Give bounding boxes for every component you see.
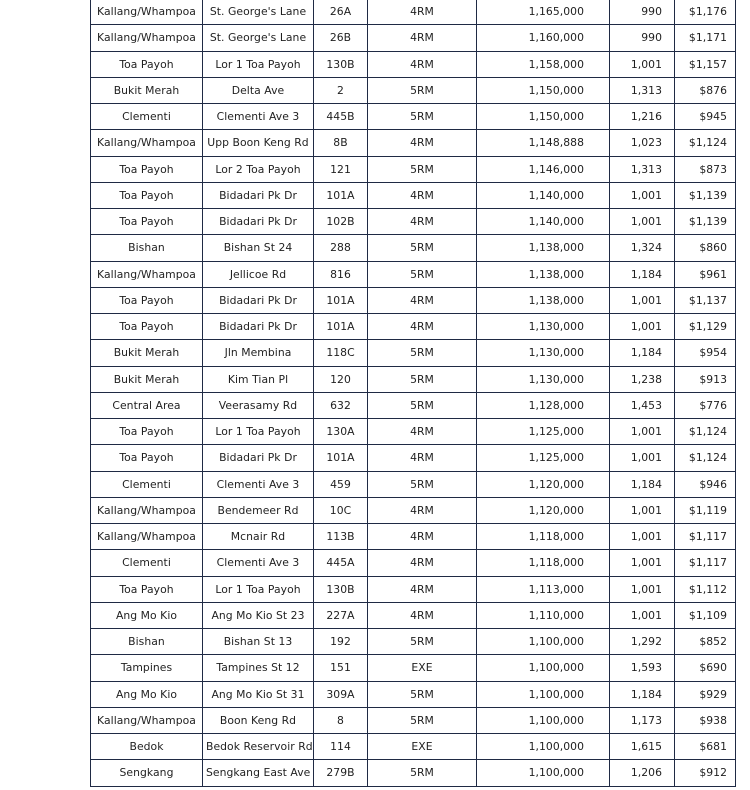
cell-type: 5RM — [368, 471, 477, 497]
cell-type: 5RM — [368, 760, 477, 786]
cell-block: 121 — [314, 156, 368, 182]
cell-price: 1,118,000 — [477, 524, 610, 550]
cell-area: 1,292 — [610, 629, 675, 655]
cell-psf: $929 — [675, 681, 736, 707]
cell-street: Upp Boon Keng Rd — [203, 130, 314, 156]
cell-town: Kallang/Whampoa — [91, 25, 203, 51]
table-row — [91, 471, 736, 497]
cell-street: Lor 2 Toa Payoh — [203, 156, 314, 182]
cell-type: 4RM — [368, 419, 477, 445]
cell-price: 1,100,000 — [477, 629, 610, 655]
cell-type: 5RM — [368, 156, 477, 182]
cell-psf: $1,109 — [675, 602, 736, 628]
cell-street: Bidadari Pk Dr — [203, 314, 314, 340]
cell-area: 1,001 — [610, 51, 675, 77]
table-row — [91, 576, 736, 602]
cell-price: 1,100,000 — [477, 707, 610, 733]
cell-price: 1,146,000 — [477, 156, 610, 182]
table-row — [91, 681, 736, 707]
cell-psf: $1,139 — [675, 182, 736, 208]
cell-street: Clementi Ave 3 — [203, 104, 314, 130]
cell-psf: $1,124 — [675, 130, 736, 156]
cell-psf: $1,139 — [675, 209, 736, 235]
cell-street: Ang Mo Kio St 23 — [203, 602, 314, 628]
cell-street: Lor 1 Toa Payoh — [203, 576, 314, 602]
cell-block: 309A — [314, 681, 368, 707]
cell-street: Kim Tian Pl — [203, 366, 314, 392]
cell-type: 4RM — [368, 602, 477, 628]
cell-block: 288 — [314, 235, 368, 261]
cell-block: 632 — [314, 392, 368, 418]
cell-area: 1,001 — [610, 209, 675, 235]
cell-town: Bukit Merah — [91, 340, 203, 366]
cell-block: 26A — [314, 0, 368, 25]
cell-psf: $860 — [675, 235, 736, 261]
cell-price: 1,148,888 — [477, 130, 610, 156]
cell-price: 1,120,000 — [477, 497, 610, 523]
cell-town: Clementi — [91, 104, 203, 130]
cell-block: 101A — [314, 287, 368, 313]
cell-block: 114 — [314, 734, 368, 760]
cell-block: 445B — [314, 104, 368, 130]
cell-town: Bishan — [91, 629, 203, 655]
cell-area: 1,001 — [610, 576, 675, 602]
cell-area: 1,001 — [610, 419, 675, 445]
cell-type: 4RM — [368, 130, 477, 156]
cell-street: St. George's Lane — [203, 25, 314, 51]
cell-psf: $1,117 — [675, 550, 736, 576]
table-row — [91, 760, 736, 786]
cell-area: 1,453 — [610, 392, 675, 418]
cell-price: 1,140,000 — [477, 182, 610, 208]
cell-type: 5RM — [368, 77, 477, 103]
cell-price: 1,160,000 — [477, 25, 610, 51]
cell-psf: $1,117 — [675, 524, 736, 550]
cell-type: 4RM — [368, 51, 477, 77]
cell-block: 130B — [314, 51, 368, 77]
cell-town: Kallang/Whampoa — [91, 261, 203, 287]
cell-town: Toa Payoh — [91, 445, 203, 471]
table-row — [91, 25, 736, 51]
cell-psf: $938 — [675, 707, 736, 733]
cell-block: 130A — [314, 419, 368, 445]
table-row — [91, 655, 736, 681]
table-row — [91, 445, 736, 471]
cell-psf: $945 — [675, 104, 736, 130]
cell-type: 4RM — [368, 209, 477, 235]
cell-type: 4RM — [368, 0, 477, 25]
cell-price: 1,125,000 — [477, 445, 610, 471]
cell-town: Toa Payoh — [91, 156, 203, 182]
cell-town: Bishan — [91, 235, 203, 261]
table-row — [91, 182, 736, 208]
cell-psf: $961 — [675, 261, 736, 287]
cell-psf: $1,157 — [675, 51, 736, 77]
cell-price: 1,138,000 — [477, 287, 610, 313]
cell-town: Toa Payoh — [91, 576, 203, 602]
cell-type: 4RM — [368, 524, 477, 550]
cell-block: 101A — [314, 182, 368, 208]
cell-price: 1,118,000 — [477, 550, 610, 576]
cell-price: 1,110,000 — [477, 602, 610, 628]
cell-type: 4RM — [368, 445, 477, 471]
cell-town: Clementi — [91, 471, 203, 497]
cell-town: Kallang/Whampoa — [91, 524, 203, 550]
table-row — [91, 51, 736, 77]
cell-price: 1,150,000 — [477, 77, 610, 103]
cell-price: 1,158,000 — [477, 51, 610, 77]
cell-town: Kallang/Whampoa — [91, 497, 203, 523]
cell-street: Tampines St 12 — [203, 655, 314, 681]
cell-area: 1,173 — [610, 707, 675, 733]
table-row — [91, 314, 736, 340]
cell-street: Ang Mo Kio St 31 — [203, 681, 314, 707]
cell-area: 1,001 — [610, 314, 675, 340]
cell-price: 1,130,000 — [477, 340, 610, 366]
table-row — [91, 497, 736, 523]
cell-town: Toa Payoh — [91, 209, 203, 235]
cell-type: 5RM — [368, 707, 477, 733]
cell-street: Boon Keng Rd — [203, 707, 314, 733]
cell-type: 5RM — [368, 681, 477, 707]
cell-town: Tampines — [91, 655, 203, 681]
cell-psf: $1,124 — [675, 419, 736, 445]
cell-block: 26B — [314, 25, 368, 51]
table-row — [91, 707, 736, 733]
cell-price: 1,150,000 — [477, 104, 610, 130]
table-row — [91, 209, 736, 235]
cell-area: 1,324 — [610, 235, 675, 261]
transactions-table — [90, 0, 736, 787]
cell-type: 5RM — [368, 104, 477, 130]
table-row — [91, 261, 736, 287]
cell-street: Bidadari Pk Dr — [203, 182, 314, 208]
cell-psf: $1,124 — [675, 445, 736, 471]
cell-type: 4RM — [368, 576, 477, 602]
cell-street: Veerasamy Rd — [203, 392, 314, 418]
cell-block: 102B — [314, 209, 368, 235]
cell-block: 8B — [314, 130, 368, 156]
cell-town: Toa Payoh — [91, 182, 203, 208]
cell-psf: $681 — [675, 734, 736, 760]
cell-type: 5RM — [368, 629, 477, 655]
table-row — [91, 130, 736, 156]
cell-street: Mcnair Rd — [203, 524, 314, 550]
cell-psf: $690 — [675, 655, 736, 681]
cell-psf: $876 — [675, 77, 736, 103]
cell-type: EXE — [368, 734, 477, 760]
cell-street: Clementi Ave 3 — [203, 550, 314, 576]
table-body — [91, 0, 736, 786]
table-row — [91, 602, 736, 628]
cell-block: 816 — [314, 261, 368, 287]
cell-area: 1,184 — [610, 261, 675, 287]
cell-psf: $873 — [675, 156, 736, 182]
cell-price: 1,138,000 — [477, 235, 610, 261]
table-row — [91, 392, 736, 418]
cell-town: Kallang/Whampoa — [91, 130, 203, 156]
cell-price: 1,113,000 — [477, 576, 610, 602]
cell-street: Bishan St 13 — [203, 629, 314, 655]
cell-psf: $1,129 — [675, 314, 736, 340]
cell-price: 1,128,000 — [477, 392, 610, 418]
cell-type: 4RM — [368, 314, 477, 340]
cell-price: 1,100,000 — [477, 760, 610, 786]
table-row — [91, 77, 736, 103]
cell-area: 1,001 — [610, 445, 675, 471]
cell-type: 4RM — [368, 550, 477, 576]
cell-town: Toa Payoh — [91, 314, 203, 340]
cell-area: 1,001 — [610, 287, 675, 313]
cell-town: Bukit Merah — [91, 77, 203, 103]
cell-block: 8 — [314, 707, 368, 733]
cell-area: 1,593 — [610, 655, 675, 681]
cell-block: 10C — [314, 497, 368, 523]
cell-town: Bedok — [91, 734, 203, 760]
cell-type: 4RM — [368, 25, 477, 51]
cell-psf: $852 — [675, 629, 736, 655]
cell-type: 5RM — [368, 261, 477, 287]
cell-price: 1,125,000 — [477, 419, 610, 445]
cell-price: 1,165,000 — [477, 0, 610, 25]
cell-psf: $1,171 — [675, 25, 736, 51]
cell-area: 1,001 — [610, 497, 675, 523]
cell-price: 1,130,000 — [477, 366, 610, 392]
cell-street: Delta Ave — [203, 77, 314, 103]
cell-block: 151 — [314, 655, 368, 681]
cell-block: 2 — [314, 77, 368, 103]
cell-type: EXE — [368, 655, 477, 681]
table-row — [91, 340, 736, 366]
cell-price: 1,100,000 — [477, 655, 610, 681]
cell-block: 130B — [314, 576, 368, 602]
cell-block: 118C — [314, 340, 368, 366]
cell-psf: $1,176 — [675, 0, 736, 25]
table-row — [91, 0, 736, 25]
cell-street: Bidadari Pk Dr — [203, 287, 314, 313]
cell-area: 1,023 — [610, 130, 675, 156]
cell-price: 1,130,000 — [477, 314, 610, 340]
cell-town: Ang Mo Kio — [91, 602, 203, 628]
table-row — [91, 156, 736, 182]
cell-street: Clementi Ave 3 — [203, 471, 314, 497]
cell-area: 1,184 — [610, 471, 675, 497]
cell-street: Lor 1 Toa Payoh — [203, 419, 314, 445]
cell-street: Bedok Reservoir Rd — [203, 734, 314, 760]
cell-town: Toa Payoh — [91, 419, 203, 445]
cell-town: Sengkang — [91, 760, 203, 786]
cell-street: Bidadari Pk Dr — [203, 209, 314, 235]
cell-street: Bidadari Pk Dr — [203, 445, 314, 471]
cell-area: 1,615 — [610, 734, 675, 760]
cell-town: Kallang/Whampoa — [91, 0, 203, 25]
cell-street: Bendemeer Rd — [203, 497, 314, 523]
cell-area: 1,216 — [610, 104, 675, 130]
cell-street: Jellicoe Rd — [203, 261, 314, 287]
cell-area: 990 — [610, 25, 675, 51]
cell-block: 101A — [314, 445, 368, 471]
cell-block: 459 — [314, 471, 368, 497]
cell-type: 5RM — [368, 235, 477, 261]
cell-street: Lor 1 Toa Payoh — [203, 51, 314, 77]
cell-area: 1,001 — [610, 524, 675, 550]
cell-street: Bishan St 24 — [203, 235, 314, 261]
cell-town: Clementi — [91, 550, 203, 576]
cell-block: 101A — [314, 314, 368, 340]
cell-price: 1,100,000 — [477, 681, 610, 707]
cell-block: 113B — [314, 524, 368, 550]
cell-town: Central Area — [91, 392, 203, 418]
cell-psf: $1,119 — [675, 497, 736, 523]
cell-block: 227A — [314, 602, 368, 628]
cell-psf: $946 — [675, 471, 736, 497]
cell-type: 5RM — [368, 340, 477, 366]
table-row — [91, 104, 736, 130]
table-row — [91, 287, 736, 313]
table-row — [91, 550, 736, 576]
cell-town: Kallang/Whampoa — [91, 707, 203, 733]
cell-area: 990 — [610, 0, 675, 25]
cell-type: 4RM — [368, 182, 477, 208]
cell-town: Toa Payoh — [91, 51, 203, 77]
cell-block: 192 — [314, 629, 368, 655]
cell-price: 1,138,000 — [477, 261, 610, 287]
cell-psf: $1,137 — [675, 287, 736, 313]
cell-type: 4RM — [368, 497, 477, 523]
cell-price: 1,100,000 — [477, 734, 610, 760]
cell-price: 1,140,000 — [477, 209, 610, 235]
cell-street: St. George's Lane — [203, 0, 314, 25]
cell-block: 279B — [314, 760, 368, 786]
table-row — [91, 419, 736, 445]
cell-area: 1,001 — [610, 602, 675, 628]
cell-area: 1,184 — [610, 340, 675, 366]
cell-area: 1,238 — [610, 366, 675, 392]
cell-type: 4RM — [368, 287, 477, 313]
table-row — [91, 734, 736, 760]
table-row — [91, 235, 736, 261]
cell-psf: $954 — [675, 340, 736, 366]
cell-block: 120 — [314, 366, 368, 392]
table-row — [91, 366, 736, 392]
cell-town: Bukit Merah — [91, 366, 203, 392]
cell-psf: $912 — [675, 760, 736, 786]
cell-town: Toa Payoh — [91, 287, 203, 313]
cell-psf: $913 — [675, 366, 736, 392]
cell-town: Ang Mo Kio — [91, 681, 203, 707]
cell-street: Jln Membina — [203, 340, 314, 366]
cell-area: 1,184 — [610, 681, 675, 707]
table-row — [91, 629, 736, 655]
cell-price: 1,120,000 — [477, 471, 610, 497]
cell-area: 1,001 — [610, 182, 675, 208]
table-row — [91, 524, 736, 550]
cell-psf: $1,112 — [675, 576, 736, 602]
cell-area: 1,001 — [610, 550, 675, 576]
cell-area: 1,313 — [610, 156, 675, 182]
cell-type: 5RM — [368, 392, 477, 418]
cell-area: 1,313 — [610, 77, 675, 103]
cell-block: 445A — [314, 550, 368, 576]
cell-area: 1,206 — [610, 760, 675, 786]
transactions-table-container — [90, 0, 727, 787]
cell-type: 5RM — [368, 366, 477, 392]
cell-street: Sengkang East Ave — [203, 760, 314, 786]
cell-psf: $776 — [675, 392, 736, 418]
